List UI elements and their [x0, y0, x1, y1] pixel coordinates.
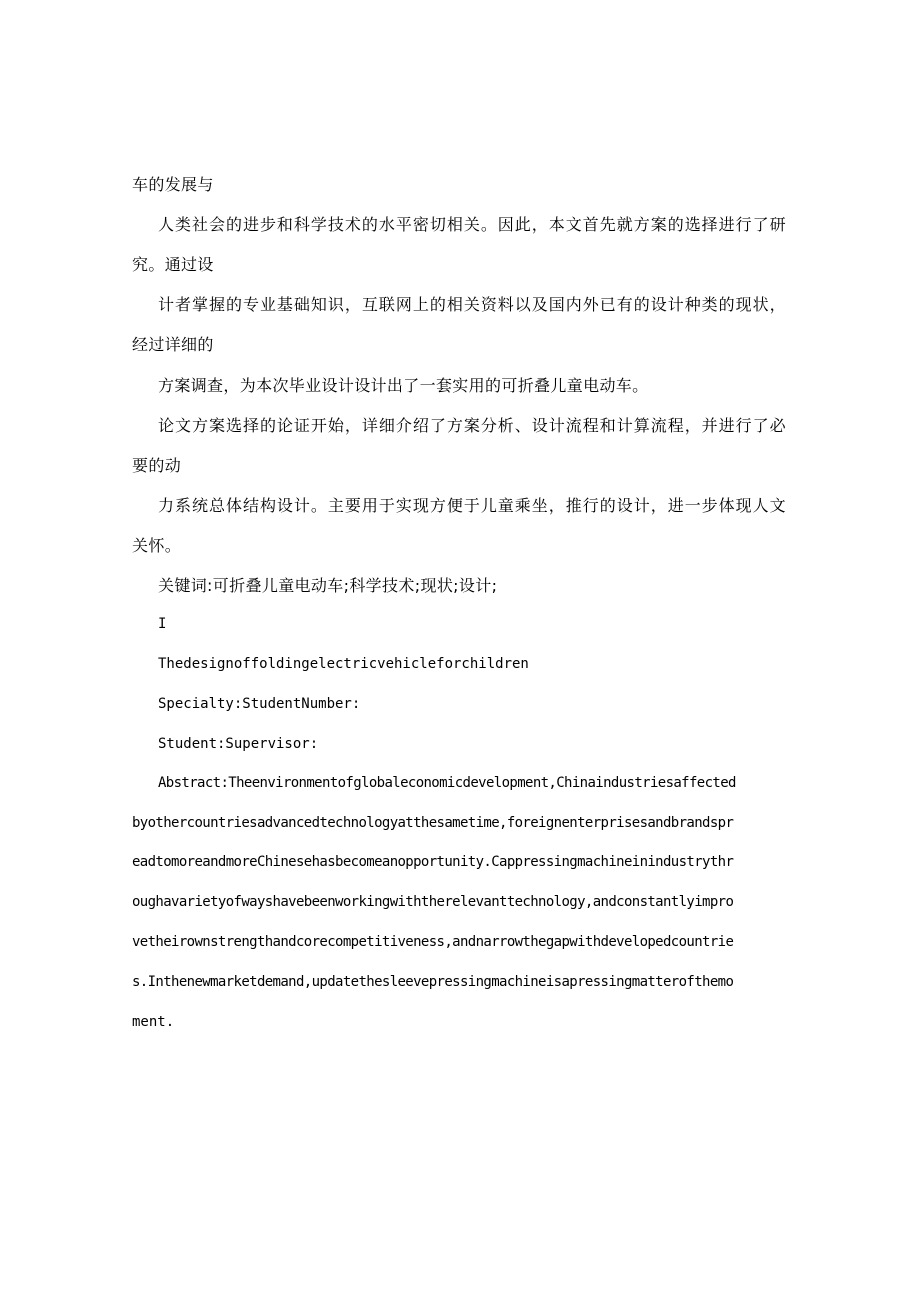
chinese-text-line: 论文方案选择的论证开始，详细介绍了方案分析、设计流程和计算流程，并进行了必: [158, 416, 786, 435]
chinese-text-line: 车的发展与: [132, 175, 214, 194]
abstract-line: vetheirownstrengthandcorecompetitiveness,andnarrowthegapwithdevelopedcountrie: [132, 934, 734, 950]
keywords-line: 关键词:可折叠儿童电动车;科学技术;现状;设计;: [158, 576, 498, 595]
chinese-text-line: 人类社会的进步和科学技术的水平密切相关。因此，本文首先就方案的选择进行了研: [158, 215, 786, 234]
student-line: Student:Supervisor:: [158, 736, 319, 752]
specialty-line: Specialty:StudentNumber:: [158, 696, 361, 712]
abstract-line: byothercountriesadvancedtechnologyatthesametime,foreignenterprisesandbrandspr: [132, 815, 734, 831]
abstract-line: ment.: [132, 1014, 175, 1030]
chinese-text-line: 要的动: [132, 456, 182, 475]
chinese-text-line: 计者掌握的专业基础知识，互联网上的相关资料以及国内外已有的设计种类的现状，: [158, 295, 786, 314]
page-marker: I: [158, 616, 167, 632]
chinese-text-line: 究。通过设: [132, 255, 214, 274]
english-title: Thedesignoffoldingelectricvehicleforchildren: [158, 656, 529, 672]
abstract-line: eadtomoreandmoreChinesehasbecomeanopportunity.Cappressingmachineinindustrythr: [132, 854, 734, 870]
chinese-text-line: 方案调查，为本次毕业设计设计出了一套实用的可折叠儿童电动车。: [158, 376, 649, 395]
abstract-line: oughavarietyofwayshavebeenworkingwiththerelevanttechnology,andconstantlyimpro: [132, 894, 734, 910]
abstract-line: Abstract:Theenvironmentofglobaleconomicdevelopment,Chinaindustriesaffected: [158, 775, 736, 791]
chinese-text-line: 经过详细的: [132, 335, 214, 354]
abstract-line: s.Inthenewmarketdemand,updatethesleevepressingmachineisapressingmatterofthemo: [132, 974, 734, 990]
chinese-text-line: 关怀。: [132, 536, 182, 555]
chinese-text-line: 力系统总体结构设计。主要用于实现方便于儿童乘坐，推行的设计，进一步体现人文: [158, 496, 786, 515]
